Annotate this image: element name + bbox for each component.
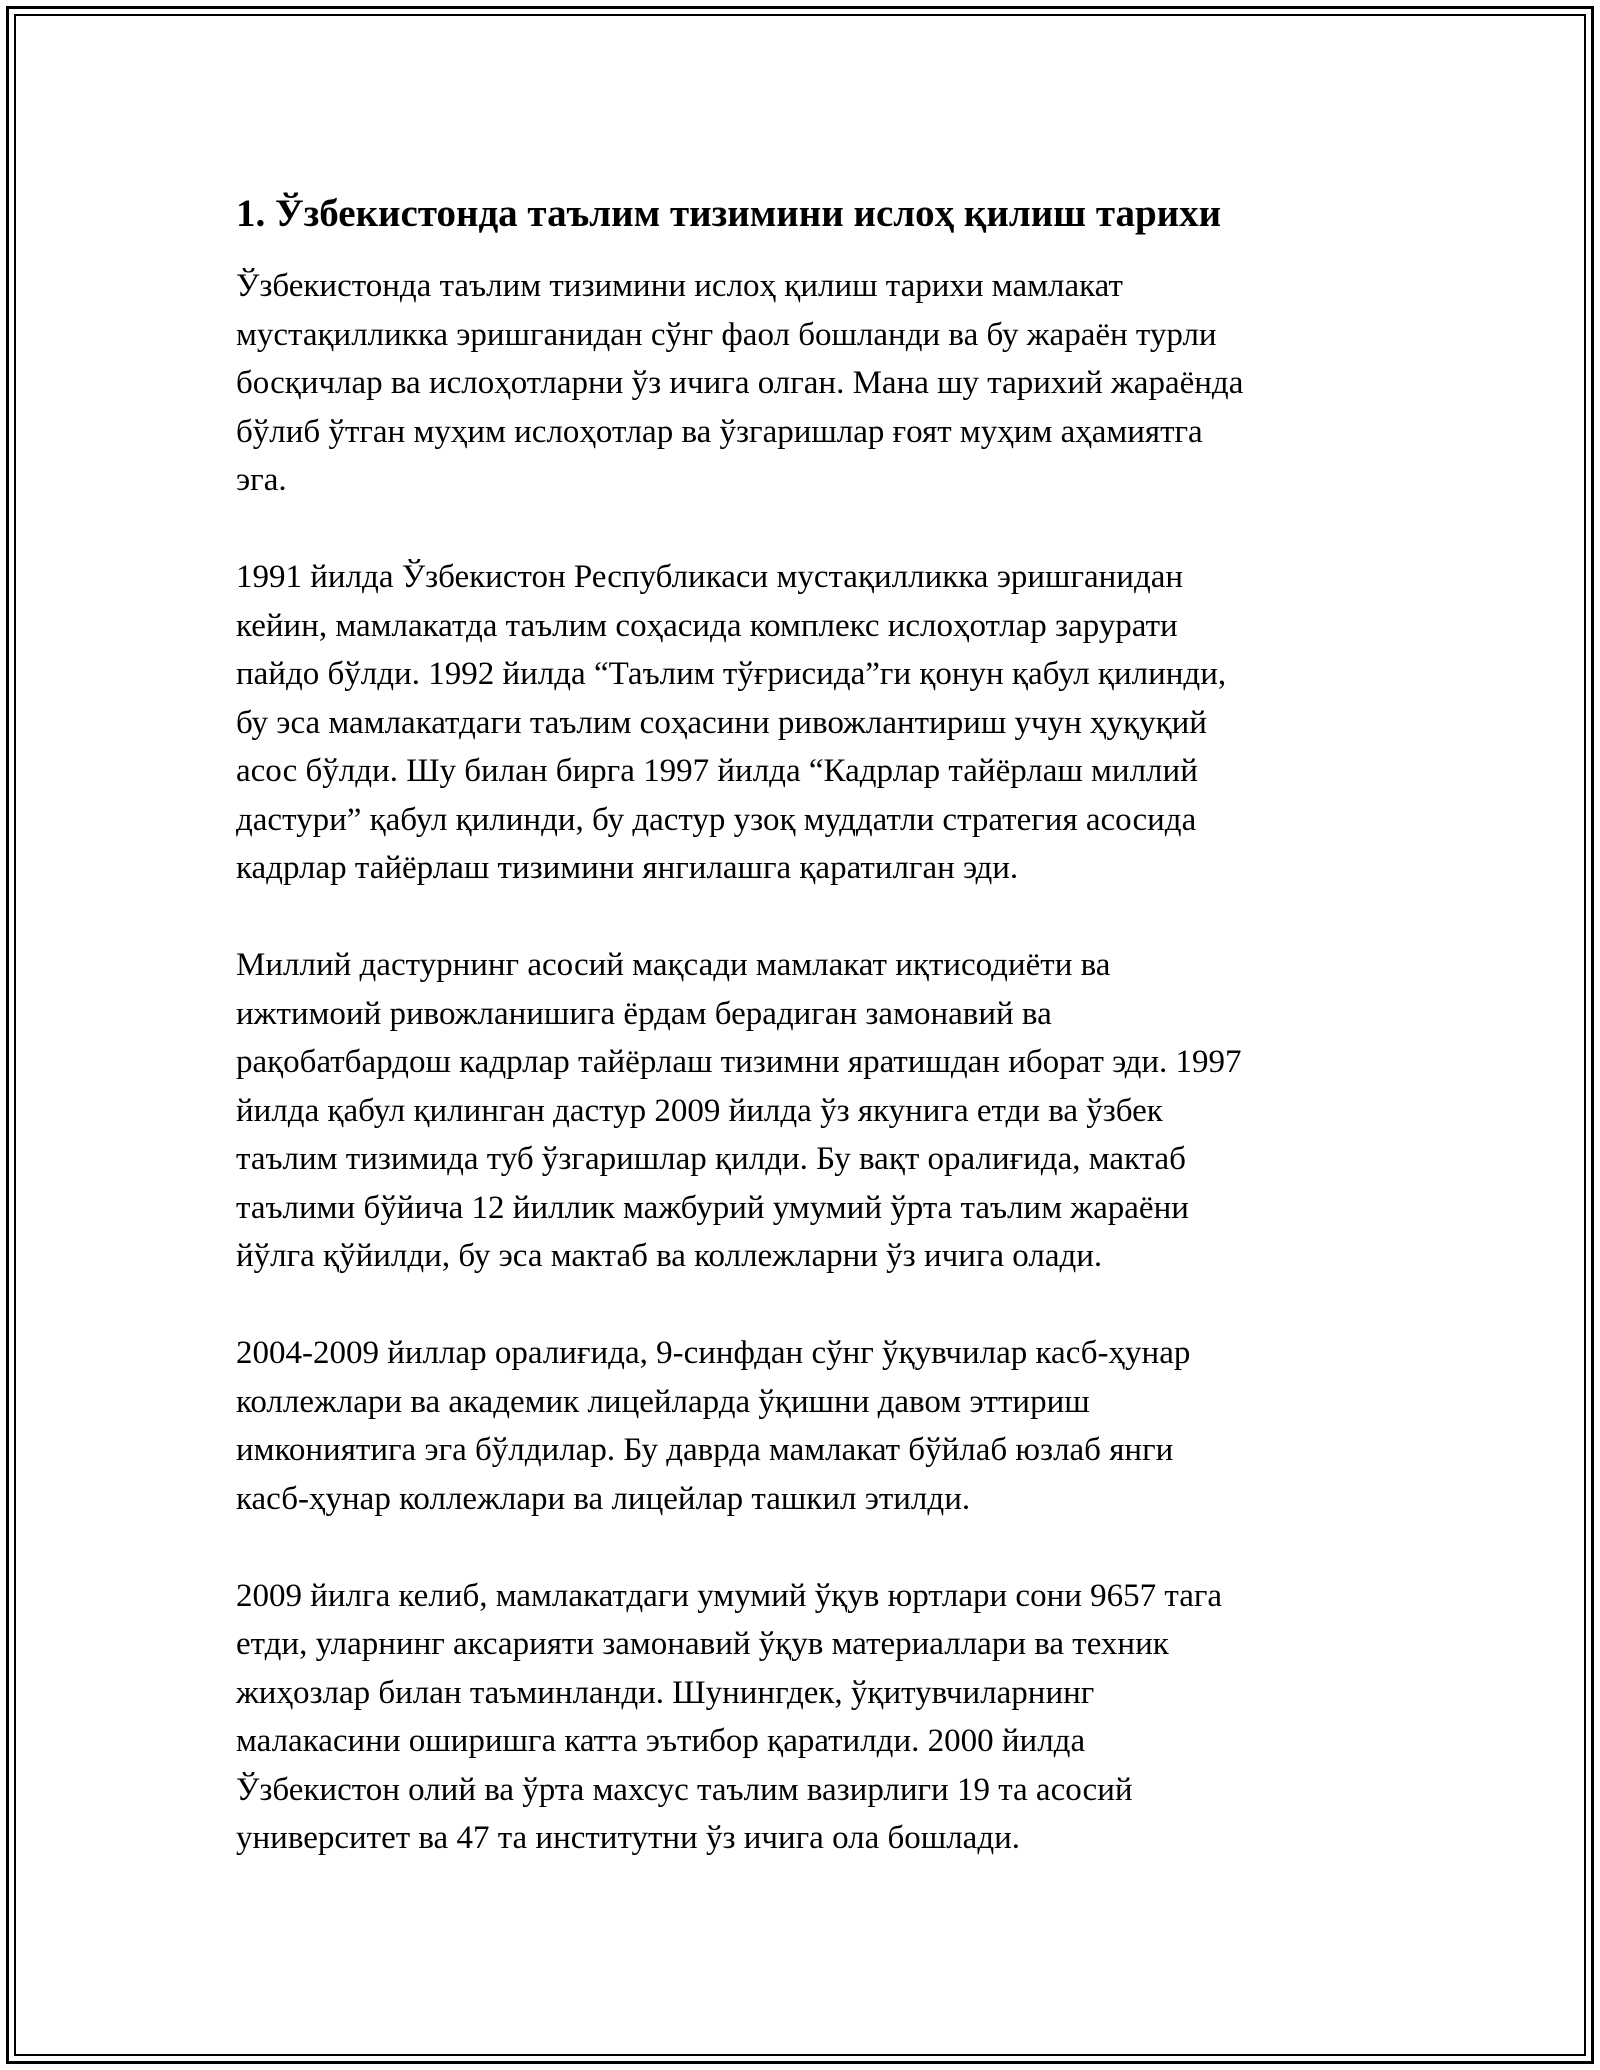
paragraph-1991: 1991 йилда Ўзбекистон Республикаси мустақилликка эришганидан кейин, мамлакатда таълим соҳасида комплекс ислоҳотлар зарурати пайдо бўлди. 1992 йилда “Таълим тўғрисида”ги қонун қабул қилинди, бу эса мамлакатдаги таълим соҳасини ривожлантириш учун ҳуқуқий асос бўлди. Шу билан бирга 1997 йилда “Кадрлар тайёрлаш миллий дастури” қабул қилинди, бу дастур узоқ муддатли стратегия асосида кадрлар тайёрлаш тизимини янгилашга қаратилган эди.	[236, 559, 1227, 886]
document-title: 1. Ўзбекистонда таълим тизимини ислоҳ қилиш тарихи	[236, 192, 1222, 235]
document-body	[236, 186, 1366, 1911]
paragraph-national-program: Миллий дастурнинг асосий мақсади мамлакат иқтисодиёти ва ижтимоий ривожланишига ёрдам берадиган замонавий ва рақобатбардош кадрлар тайёрлаш тизимни яратишдан иборат эди. 1997 йилда қабул қилинган дастур 2009 йилда ўз якунига етди ва ўзбек таълим тизимида туб ўзгаришлар қилди. Бу вақт оралиғида, мактаб таълими бўйича 12 йиллик мажбурий умумий ўрта таълим жараёни йўлга қўйилди, бу эса мактаб ва коллежларни ўз ичига олади.	[236, 947, 1242, 1274]
paragraph-2009: 2009 йилга келиб, мамлакатдаги умумий ўқув юртлари сони 9657 тага етди, уларнинг аксарияти замонавий ўқув материаллари ва техник жиҳозлар билан таъминланди. Шунингдек, ўқитувчиларнинг малакасини оширишга катта эътибор қаратилди. 2000 йилда Ўзбекистон олий ва ўрта махсус таълим вазирлиги 19 та асосий университет ва 47 та институтни ўз ичига ола бошлади.	[236, 1577, 1223, 1856]
paragraph-intro: Ўзбекистонда таълим тизимини ислоҳ қилиш тарихи мамлакат мустақилликка эришганидан сўнг фаол бошланди ва бу жараён турли босқичлар ва ислоҳотларни ўз ичига олган. Мана шу тарихий жараёнда бўлиб ўтган муҳим ислоҳотлар ва ўзгаришлар ғоят муҳим аҳамиятга эга.	[236, 268, 1244, 498]
paragraph-2004-2009: 2004-2009 йиллар оралиғида, 9-синфдан сўнг ўқувчилар касб-ҳунар коллежлари ва академик лицейларда ўқишни давом эттириш имкониятига эга бўлдилар. Бу даврда мамлакат бўйлаб юзлаб янги касб-ҳунар коллежлари ва лицейлар ташкил этилди.	[236, 1335, 1191, 1517]
